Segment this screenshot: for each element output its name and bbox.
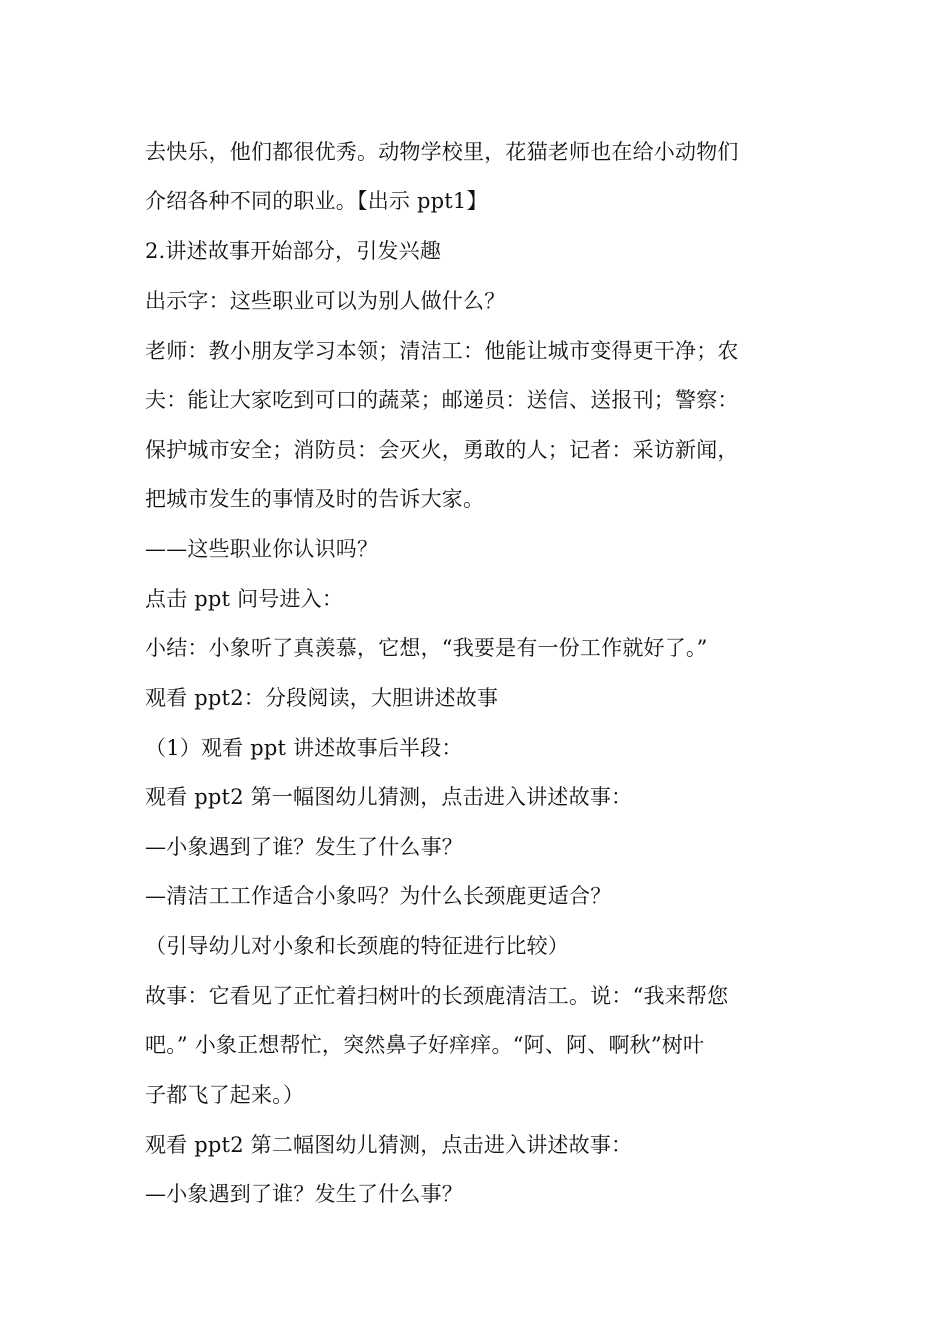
text-line: 把城市发生的事情及时的告诉大家。 [145, 487, 485, 511]
text-line: 故事：它看见了正忙着扫树叶的长颈鹿清洁工。说：“我来帮您 [145, 984, 729, 1008]
text-line: 小结：小象听了真羡慕，它想，“我要是有一份工作就好了。” [145, 636, 708, 660]
text-line: —清洁工工作适合小象吗？为什么长颈鹿更适合？ [145, 884, 612, 908]
text-line: —小象遇到了谁？发生了什么事？ [145, 835, 463, 859]
text-line: 点击 ppt 问号进入： [145, 587, 344, 611]
text-line: （引导幼儿对小象和长颈鹿的特征进行比较） [145, 934, 569, 958]
text-line: 老师：教小朋友学习本领；清洁工：他能让城市变得更干净；农 [145, 339, 739, 363]
text-line: ——这些职业你认识吗？ [145, 537, 379, 561]
text-line: 吧。” 小象正想帮忙，突然鼻子好痒痒。“阿、阿、啊秋”树叶 [145, 1033, 705, 1057]
text-line: —小象遇到了谁？发生了什么事？ [145, 1182, 463, 1206]
text-line: 子都飞了起来。） [145, 1083, 305, 1107]
text-line: 观看 ppt2 第二幅图幼儿猜测，点击进入讲述故事： [145, 1133, 633, 1157]
text-line: 去快乐，他们都很优秀。动物学校里，花猫老师也在给小动物们 [145, 140, 739, 164]
text-line: 观看 ppt2：分段阅读，大胆讲述故事 [145, 686, 499, 710]
text-line: 观看 ppt2 第一幅图幼儿猜测，点击进入讲述故事： [145, 785, 633, 809]
text-line: 出示字：这些职业可以为别人做什么？ [145, 289, 506, 313]
text-line: 2.讲述故事开始部分，引发兴趣 [145, 239, 442, 263]
text-line: 夫：能让大家吃到可口的蔬菜；邮递员：送信、送报刊；警察： [145, 388, 739, 412]
text-line: 保护城市安全；消防员：会灭火，勇敢的人；记者：采访新闻， [145, 438, 739, 462]
text-line: 介绍各种不同的职业。【出示 ppt1】 [145, 189, 488, 213]
text-line: （1）观看 ppt 讲述故事后半段： [145, 736, 463, 760]
